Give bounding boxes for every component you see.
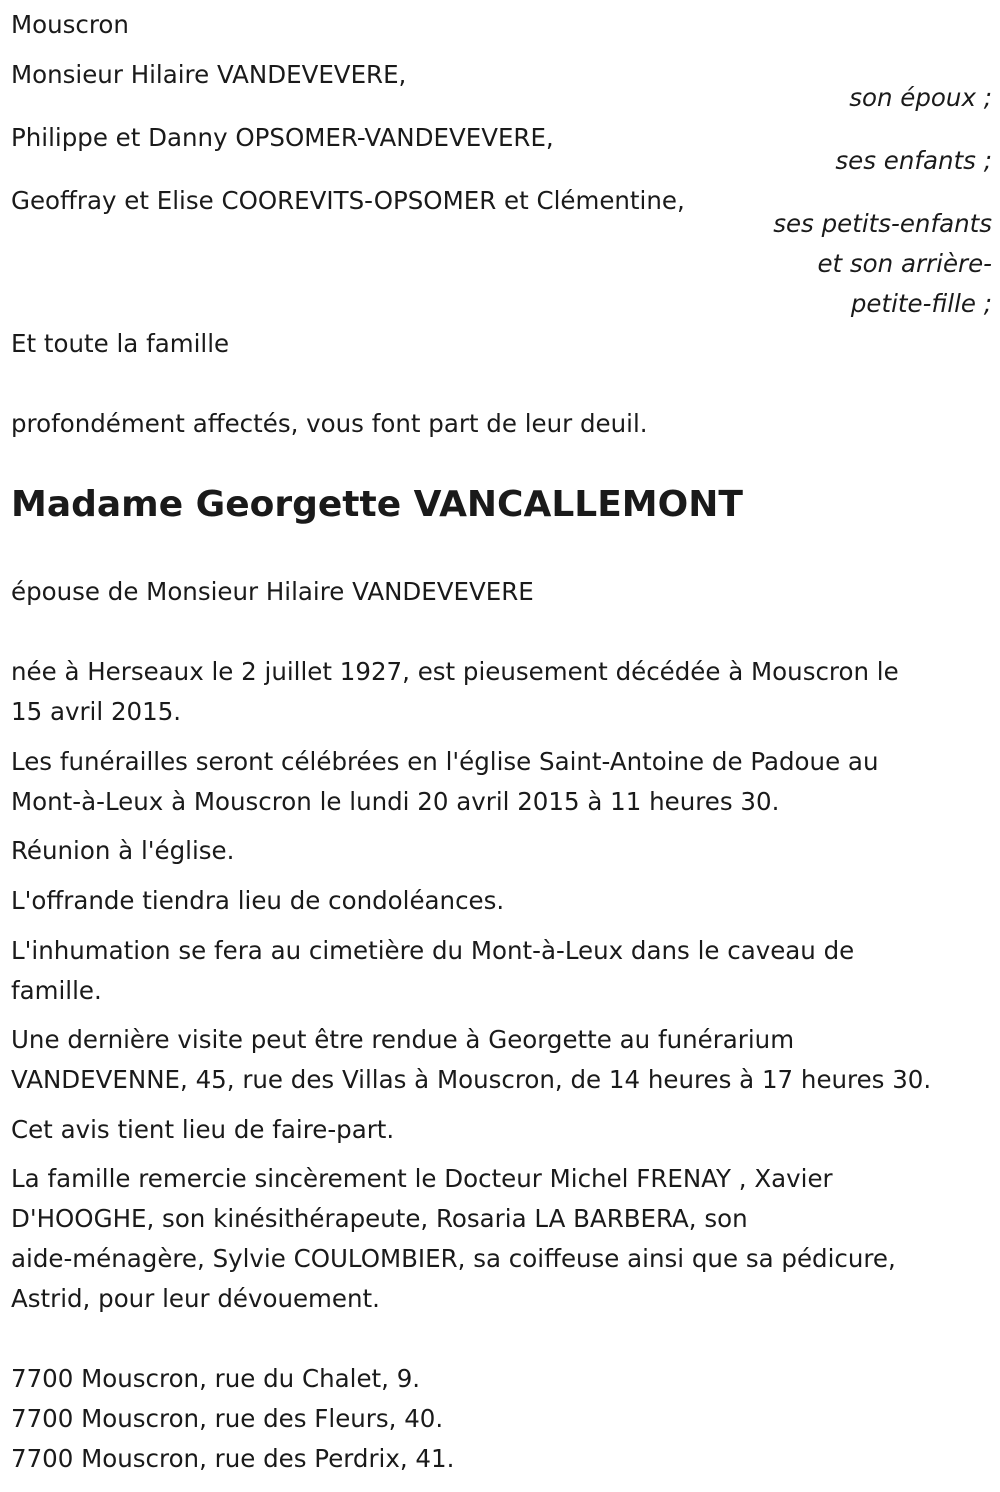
- paragraph-line: L'inhumation se fera au cimetière du Mont-à-Leux dans le caveau de: [11, 936, 855, 965]
- paragraph-line: famille.: [11, 976, 102, 1005]
- paragraph-line: aide-ménagère, Sylvie COULOMBIER, sa coiffeuse ainsi que sa pédicure,: [11, 1244, 896, 1273]
- paragraph-line: Cet avis tient lieu de faire-part.: [11, 1115, 395, 1144]
- family-member-role: et son arrière-: [817, 249, 992, 278]
- paragraph-line: Mont-à-Leux à Mouscron le lundi 20 avril 2015 à 11 heures 30.: [11, 787, 780, 816]
- notice-paragraph: [11, 1110, 992, 1150]
- paragraph-line: D'HOOGHE, son kinésithérapeute, Rosaria LA BARBERA, son: [11, 1204, 748, 1233]
- address-line: 7700 Mouscron, rue des Perdrix, 41.: [11, 1444, 455, 1473]
- family-member-name: Philippe et Danny OPSOMER-VANDEVEVERE,: [11, 123, 554, 152]
- announcement-line: profondément affectés, vous font part de leur deuil.: [11, 409, 648, 438]
- birth-death-paragraph: [11, 652, 992, 732]
- paragraph-line: Les funérailles seront célébrées en l'église Saint-Antoine de Padoue au: [11, 747, 879, 776]
- paragraph-line: VANDEVENNE, 45, rue des Villas à Mouscron, de 14 heures à 17 heures 30.: [11, 1065, 932, 1094]
- family-all-line: Et toute la famille: [11, 329, 230, 358]
- paragraph-line: La famille remercie sincèrement le Docteur Michel FRENAY , Xavier: [11, 1164, 833, 1193]
- paragraph-line: Astrid, pour leur dévouement.: [11, 1284, 380, 1313]
- family-member-role: ses enfants ;: [835, 146, 992, 175]
- meeting-paragraph: [11, 831, 992, 871]
- burial-paragraph: [11, 931, 992, 1011]
- funeral-paragraph: [11, 742, 992, 822]
- family-member-role: ses petits-enfants: [773, 209, 992, 238]
- paragraph-line: Réunion à l'église.: [11, 836, 235, 865]
- family-member-role: son époux ;: [849, 83, 992, 112]
- family-member-name: Monsieur Hilaire VANDEVEVERE,: [11, 60, 407, 89]
- address-line: 7700 Mouscron, rue du Chalet, 9.: [11, 1364, 421, 1393]
- offering-paragraph: [11, 881, 992, 921]
- spouse-line: épouse de Monsieur Hilaire VANDEVEVERE: [11, 577, 534, 606]
- address-line: 7700 Mouscron, rue des Fleurs, 40.: [11, 1404, 444, 1433]
- paragraph-line: née à Herseaux le 2 juillet 1927, est pieusement décédée à Mouscron le: [11, 657, 899, 686]
- visit-paragraph: [11, 1020, 992, 1100]
- paragraph-line: 15 avril 2015.: [11, 697, 182, 726]
- family-member-role: petite-fille ;: [850, 289, 992, 318]
- deceased-name-title: Madame Georgette VANCALLEMONT: [11, 484, 743, 525]
- thanks-paragraph: [11, 1159, 992, 1319]
- paragraph-line: Une dernière visite peut être rendue à Georgette au funérarium: [11, 1025, 795, 1054]
- family-member-name: Geoffray et Elise COOREVITS-OPSOMER et Clémentine,: [11, 186, 685, 215]
- city-heading: Mouscron: [11, 10, 129, 39]
- paragraph-line: L'offrande tiendra lieu de condoléances.: [11, 886, 505, 915]
- address-list: [11, 1359, 992, 1479]
